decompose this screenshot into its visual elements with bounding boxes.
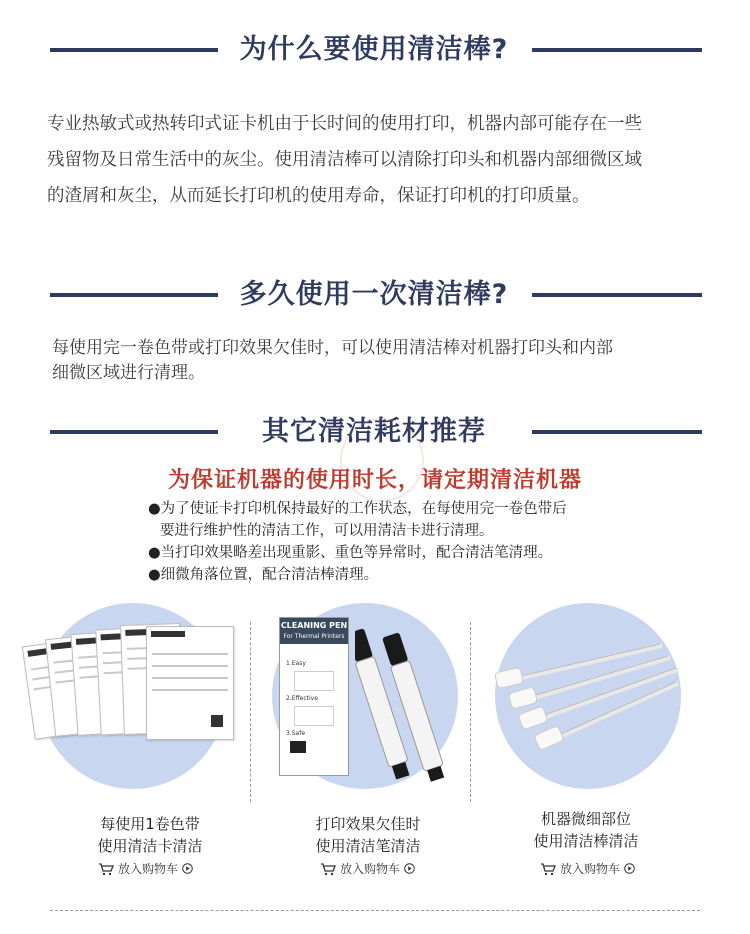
pen-package-subtitle: For Thermal Printers [283,633,345,640]
section-howoften-body [52,336,702,386]
play-circle-icon [404,863,415,874]
product-caption-swabs [486,808,686,852]
recommend-bullets [148,498,668,586]
column-divider [470,622,471,802]
add-to-cart-label: 放入购物车 [560,862,621,876]
section-recommend-title: 其它清洁耗材推荐 [262,416,486,447]
body-line: 细微区域进行清理。 [52,363,205,383]
caption-line: 使用清洁棒清洁 [533,832,639,850]
cleaning-card-image[interactable] [28,618,238,758]
title-rule-right [532,430,702,434]
pen-package-title: CLEANING PEN [280,621,348,630]
caption-line: 使用清洁卡清洁 [97,837,203,855]
recommend-subtitle: 为保证机器的使用时长，请定期清洁机器 [167,468,582,493]
pen-step: 2.Effective [286,695,318,702]
cleaning-pen-package[interactable] [279,617,349,776]
bullet-item: ●为了使证卡打印机保持最好的工作状态，在每使用完一卷色带后 [148,501,567,517]
play-circle-icon [624,863,635,874]
caption-line: 机器微细部位 [540,810,631,828]
caption-line: 使用清洁笔清洁 [315,837,421,855]
title-rule-right [532,48,702,52]
section-howoften-header [0,275,750,315]
bullet-item: ●细微角落位置，配合清洁棒清理。 [148,567,379,583]
section-why-title: 为什么要使用清洁棒? [239,34,509,65]
title-rule-right [532,293,702,297]
section-why-body [47,106,707,214]
add-to-cart-label: 放入购物车 [340,862,401,876]
bottom-divider [50,910,700,911]
body-line: 的渣屑和灰尘，从而延长打印机的使用寿命，保证打印机的打印质量。 [47,186,590,206]
cleaning-swab-image[interactable] [492,628,682,768]
body-line: 专业热敏式或热转印式证卡机由于长时间的使用打印，机器内部可能存在一些 [47,114,642,134]
bullet-item: ●当打印效果略差出现重影、重色等异常时，配合清洁笔清理。 [148,545,553,561]
cart-icon [320,862,336,876]
pen-step: 1.Easy [286,660,306,667]
add-to-cart-swabs-button[interactable] [540,860,635,877]
caption-line: 打印效果欠佳时 [315,815,421,833]
title-rule-left [50,48,218,52]
caption-line: 每使用1卷色带 [100,815,200,833]
cart-icon [98,862,114,876]
pen-step: 3.Safe [286,730,306,737]
section-howoften-title: 多久使用一次清洁棒? [239,279,509,310]
add-to-cart-pen-button[interactable] [320,860,415,877]
product-caption-pen [268,813,468,857]
title-rule-left [50,430,218,434]
body-line: 残留物及日常生活中的灰尘。使用清洁棒可以清除打印头和机器内部细微区域 [47,150,642,170]
cleaning-pen-image[interactable] [355,617,445,797]
title-rule-left [50,293,218,297]
bullet-item-continued: 要进行维护性的清洁工作，可以用清洁卡进行清理。 [160,523,494,539]
section-why-header [0,30,750,70]
cart-icon [540,862,556,876]
add-to-cart-cards-button[interactable] [98,860,193,877]
column-divider [250,622,251,802]
add-to-cart-label: 放入购物车 [118,862,179,876]
play-circle-icon [182,863,193,874]
product-caption-cards [50,813,250,857]
body-line: 每使用完一卷色带或打印效果欠佳时，可以使用清洁棒对机器打印头和内部 [52,338,613,358]
pen-package-header [280,618,348,644]
